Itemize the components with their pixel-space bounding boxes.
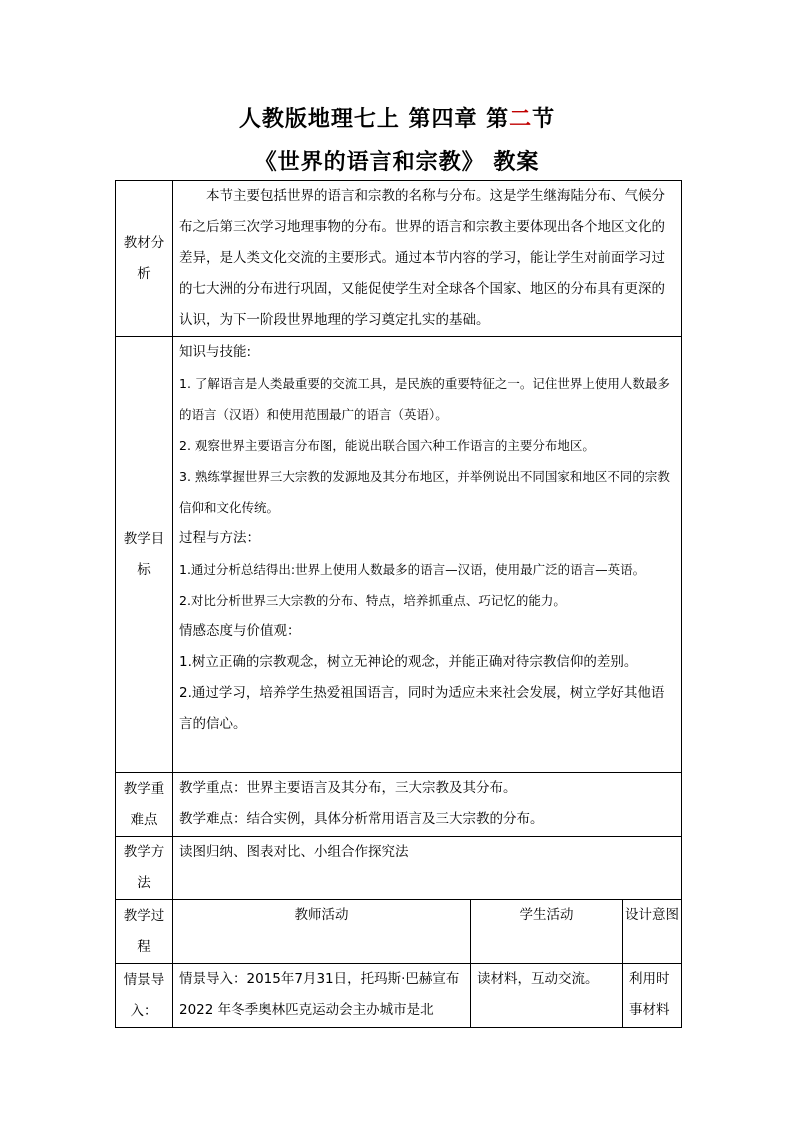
key-point-text: 教学重点：世界主要语言及其分布，三大宗教及其分布。 bbox=[179, 780, 517, 796]
objective-process-2: 2.对比分析世界三大宗教的分布、特点，培养抓重点、巧记忆的能力。 bbox=[179, 593, 566, 608]
analysis-paragraph: 本节主要包括世界的语言和宗教的名称与分布。这是学生继海陆分布、气候分布之后第三次学习地理事物的分布。世界的语言和宗教主要体现出各个地区文化的差异，是人类文化交流的主要形式。通过本节内容的学习，能让学生对前面学习过的七大洲的分布进行巩固，又能促使学生对全球各个国家、地区的分布具有更深的认识，为下一阶段世界地理的学习奠定扎实的基础。 bbox=[179, 188, 665, 328]
row-scene-introduction bbox=[116, 964, 682, 1028]
intro-teacher-activity: 情景导入：2015年7月31日，托玛斯·巴赫宣布 2022 年冬季奥林匹克运动会主办城市是北 bbox=[173, 964, 471, 1028]
objective-knowledge-3: 3. 熟练掌握世界三大宗教的发源地及其分布地区，并举例说出不同国家和地区不同的宗教信仰和文化传统。 bbox=[179, 469, 670, 515]
title-text: 人教版地理七上 第四章 第 bbox=[238, 107, 510, 132]
row-teaching-process-header bbox=[116, 900, 682, 964]
title-text-end: 节 bbox=[532, 107, 556, 132]
teaching-objectives-content bbox=[173, 337, 682, 773]
label-teaching-objectives: 教学目标 bbox=[116, 337, 173, 773]
row-teaching-methods bbox=[116, 837, 682, 900]
objective-emotion-1: 1.树立正确的宗教观念，树立无神论的观念，并能正确对待宗教信仰的差别。 bbox=[179, 654, 638, 670]
key-difficult-content bbox=[173, 773, 682, 837]
label-key-difficult-points: 教学重难点 bbox=[116, 773, 173, 837]
header-teacher-activity: 教师活动 bbox=[173, 900, 471, 964]
label-teaching-methods: 教学方法 bbox=[116, 837, 173, 900]
row-teaching-objectives bbox=[116, 337, 682, 773]
objective-knowledge-2: 2. 观察世界主要语言分布图，能说出联合国六种工作语言的主要分布地区。 bbox=[179, 438, 595, 453]
intro-design-intent: 利用时事材料 bbox=[623, 964, 682, 1028]
header-student-activity: 学生活动 bbox=[471, 900, 623, 964]
header-design-intent: 设计意图 bbox=[623, 900, 682, 964]
document-title-line-2: 《世界的语言和宗教》 教案 bbox=[254, 150, 540, 175]
label-teaching-process: 教学过程 bbox=[116, 900, 173, 964]
title-red-char: 二 bbox=[509, 107, 533, 132]
row-key-difficult-points bbox=[116, 773, 682, 837]
label-textbook-analysis: 教材分析 bbox=[116, 181, 173, 337]
row-textbook-analysis bbox=[116, 181, 682, 337]
heading-knowledge-skills: 知识与技能: bbox=[179, 344, 252, 360]
objective-process-1: 1.通过分析总结得出:世界上使用人数最多的语言—汉语，使用最广泛的语言—英语。 bbox=[179, 562, 646, 577]
objective-emotion-2: 2.通过学习，培养学生热爱祖国语言，同时为适应未来社会发展，树立学好其他语言的信心。 bbox=[179, 685, 665, 732]
teaching-methods-text: 读图归纳、图表对比、小组合作探究法 bbox=[173, 837, 682, 900]
label-scene-introduction: 情景导入： bbox=[116, 964, 173, 1028]
objective-knowledge-1: 1. 了解语言是人类最重要的交流工具，是民族的重要特征之一。记住世界上使用人数最多的语言（汉语）和使用范围最广的语言（英语）。 bbox=[179, 376, 670, 422]
document-title-line-1 bbox=[0, 102, 794, 133]
lesson-plan-table bbox=[115, 180, 682, 1028]
intro-student-activity: 读材料，互动交流。 bbox=[471, 964, 623, 1028]
difficult-point-text: 教学难点：结合实例，具体分析常用语言及三大宗教的分布。 bbox=[179, 811, 544, 827]
heading-emotion-values: 情感态度与价值观： bbox=[179, 623, 301, 639]
textbook-analysis-text bbox=[173, 181, 682, 337]
heading-process-method: 过程与方法： bbox=[179, 530, 260, 546]
